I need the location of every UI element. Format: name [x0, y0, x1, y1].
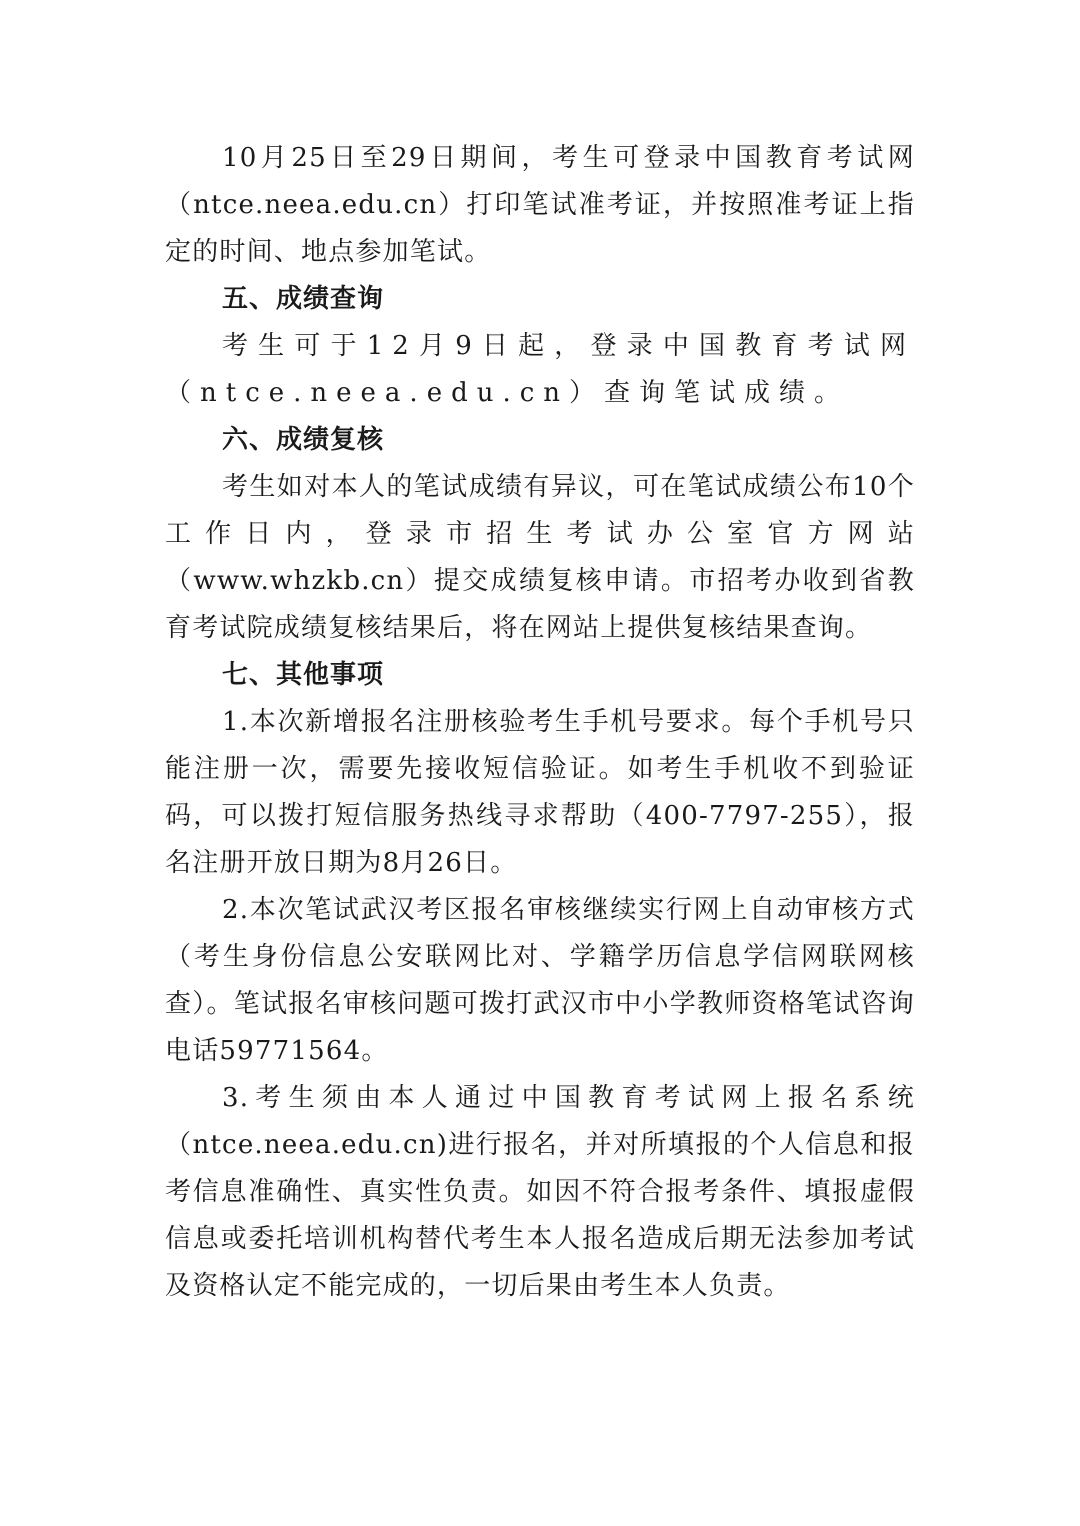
document-page	[165, 135, 915, 1310]
paragraph-score-query: 考生可于12月9日起，登录中国教育考试网（ntce.neea.edu.cn）查询笔试成绩。	[165, 331, 915, 408]
paragraph-admission-ticket: 10月25日至29日期间，考生可登录中国教育考试网（ntce.neea.edu.cn）打印笔试准考证，并按照准考证上指定的时间、地点参加笔试。	[165, 143, 915, 267]
heading-score-review: 六、成绩复核	[222, 425, 385, 455]
paragraph-item-2: 2.本次笔试武汉考区报名审核继续实行网上自动审核方式（考生身份信息公安联网比对、学籍学历信息学信网联网核查）。笔试报名审核问题可拨打武汉市中小学教师资格笔试咨询电话59771564。	[165, 895, 915, 1066]
heading-other-matters: 七、其他事项	[222, 660, 385, 690]
paragraph-item-3: 3.考生须由本人通过中国教育考试网上报名系统（ntce.neea.edu.cn)进行报名，并对所填报的个人信息和报考信息准确性、真实性负责。如因不符合报考条件、填报虚假信息或委托培训机构替代考生本人报名造成后期无法参加考试及资格认定不能完成的，一切后果由考生本人负责。	[165, 1083, 915, 1301]
paragraph-score-review: 考生如对本人的笔试成绩有异议，可在笔试成绩公布10个工作日内，登录市招生考试办公室官方网站（www.whzkb.cn）提交成绩复核申请。市招考办收到省教育考试院成绩复核结果后，将在网站上提供复核结果查询。	[165, 472, 915, 643]
paragraph-item-1: 1.本次新增报名注册核验考生手机号要求。每个手机号只能注册一次，需要先接收短信验证。如考生手机收不到验证码，可以拨打短信服务热线寻求帮助（400-7797-255），报名注册开放日期为8月26日。	[165, 707, 915, 878]
heading-score-query: 五、成绩查询	[222, 284, 385, 314]
